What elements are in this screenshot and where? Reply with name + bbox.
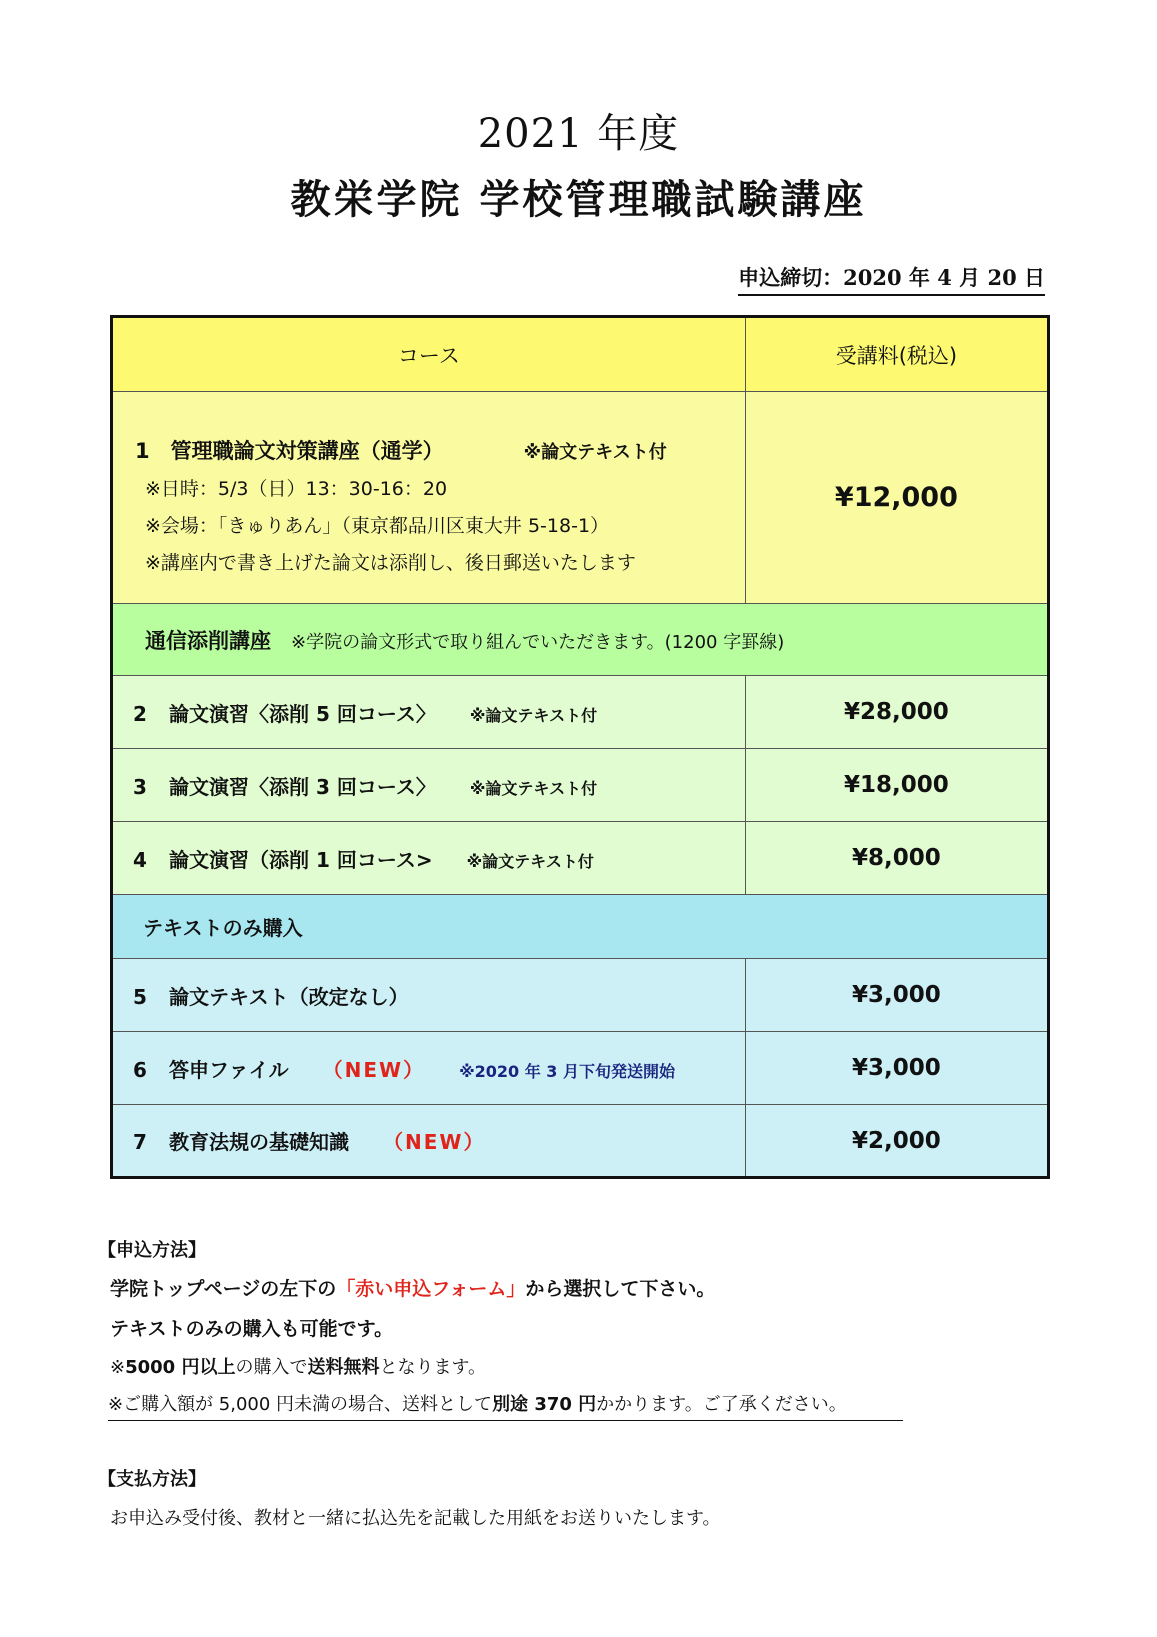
- row-num: 6: [133, 1057, 147, 1082]
- note-bold: 5000 円以上: [125, 1357, 236, 1378]
- row-num: 4: [133, 847, 147, 872]
- row-name: 論文テキスト（改定なし）: [169, 984, 409, 1009]
- row-price: ¥18,000: [745, 749, 1048, 822]
- payment-text: お申込み受付後、教材と一緒に払込先を記載した用紙をお送りいたします。: [110, 1508, 721, 1529]
- row-name: 答申ファイル: [169, 1057, 289, 1082]
- note-text: の購入で: [235, 1357, 308, 1378]
- row-price: ¥2,000: [745, 1105, 1048, 1178]
- row-price: ¥3,000: [745, 1032, 1048, 1105]
- new-badge: （NEW）: [383, 1130, 486, 1154]
- course1-venue: ※会場：「きゅりあん」（東京都品川区東大井 5-18-1）: [145, 515, 610, 537]
- course1-cell: [112, 392, 746, 604]
- course1-date: ※日時：5/3（日）13：30-16：20: [145, 478, 448, 500]
- note-bold: 送料無料: [307, 1357, 380, 1378]
- table-row: [112, 822, 1049, 895]
- row-price: ¥8,000: [745, 822, 1048, 895]
- note-text: ※ご購入額が 5,000 円未満の場合、送料として: [108, 1394, 493, 1415]
- row-price: ¥28,000: [745, 676, 1048, 749]
- course1-price: ¥12,000: [745, 392, 1048, 604]
- row-name: 論文演習〈添削 3 回コース〉: [169, 774, 436, 799]
- row-note: ※論文テキスト付: [466, 851, 594, 871]
- row-num: 3: [133, 774, 147, 799]
- note-text: ※: [110, 1357, 126, 1378]
- new-badge: （NEW）: [322, 1057, 426, 1082]
- row-note: ※2020 年 3 月下旬発送開始: [459, 1061, 676, 1081]
- section-correspondence-note: ※学院の論文形式で取り組んでいただきます。(1200 字罫線): [291, 631, 785, 653]
- free-shipping-note: [110, 1353, 486, 1379]
- course1-remark: ※講座内で書き上げた論文は添削し、後日郵送いたします: [145, 552, 636, 574]
- row-num: 7: [133, 1130, 147, 1154]
- section-text-only-label: テキストのみ購入: [112, 895, 1049, 959]
- note-bold: 別途 370 円: [492, 1394, 597, 1415]
- course1-note: ※論文テキスト付: [523, 442, 667, 463]
- table-row: [112, 749, 1049, 822]
- table-row: [112, 1105, 1049, 1178]
- section-text-only: [112, 895, 1049, 959]
- row-name: 教育法規の基礎知識: [169, 1130, 349, 1154]
- table-header-row: [112, 317, 1049, 392]
- course1-title: 1 管理職論文対策講座（通学）: [135, 439, 444, 463]
- header-price: 受講料(税込): [745, 317, 1048, 392]
- apply-text: から選択して下さい。: [525, 1278, 716, 1300]
- note-text: かかります。ご了承ください。: [596, 1394, 847, 1415]
- row-name: 論文演習〈添削 5 回コース〉: [169, 701, 436, 726]
- table-row: [112, 1032, 1049, 1105]
- section-correspondence-label: 通信添削講座: [145, 628, 271, 653]
- row-price: ¥3,000: [745, 959, 1048, 1032]
- apply-text: 学院トップページの左下の: [110, 1278, 337, 1300]
- table-row: [112, 676, 1049, 749]
- deadline: 申込締切：2020 年 4 月 20 日: [738, 262, 1045, 296]
- apply-heading: 【申込方法】: [98, 1240, 206, 1261]
- row-name: 論文演習（添削 1 回コース>: [169, 847, 433, 872]
- shipping-fee-note: [108, 1390, 903, 1421]
- apply-form-link: 「赤い申込フォーム」: [336, 1278, 526, 1300]
- main-title: 教栄学院 学校管理職試験講座: [290, 176, 867, 223]
- payment-heading: 【支払方法】: [98, 1469, 206, 1490]
- year-title: 2021 年度: [477, 111, 680, 157]
- table-row: [112, 959, 1049, 1032]
- row-note: ※論文テキスト付: [469, 705, 598, 725]
- row-num: 2: [133, 701, 147, 726]
- section-correspondence: [112, 604, 1049, 676]
- header-course: コース: [112, 317, 746, 392]
- note-text: となります。: [379, 1357, 487, 1378]
- row-note: ※論文テキスト付: [469, 778, 598, 798]
- row-num: 5: [133, 984, 147, 1009]
- apply-text-only-note: テキストのみの購入も可能です。: [110, 1318, 394, 1340]
- table-row: [112, 392, 1049, 604]
- apply-instruction: [110, 1274, 715, 1301]
- course-table: [110, 315, 1050, 1179]
